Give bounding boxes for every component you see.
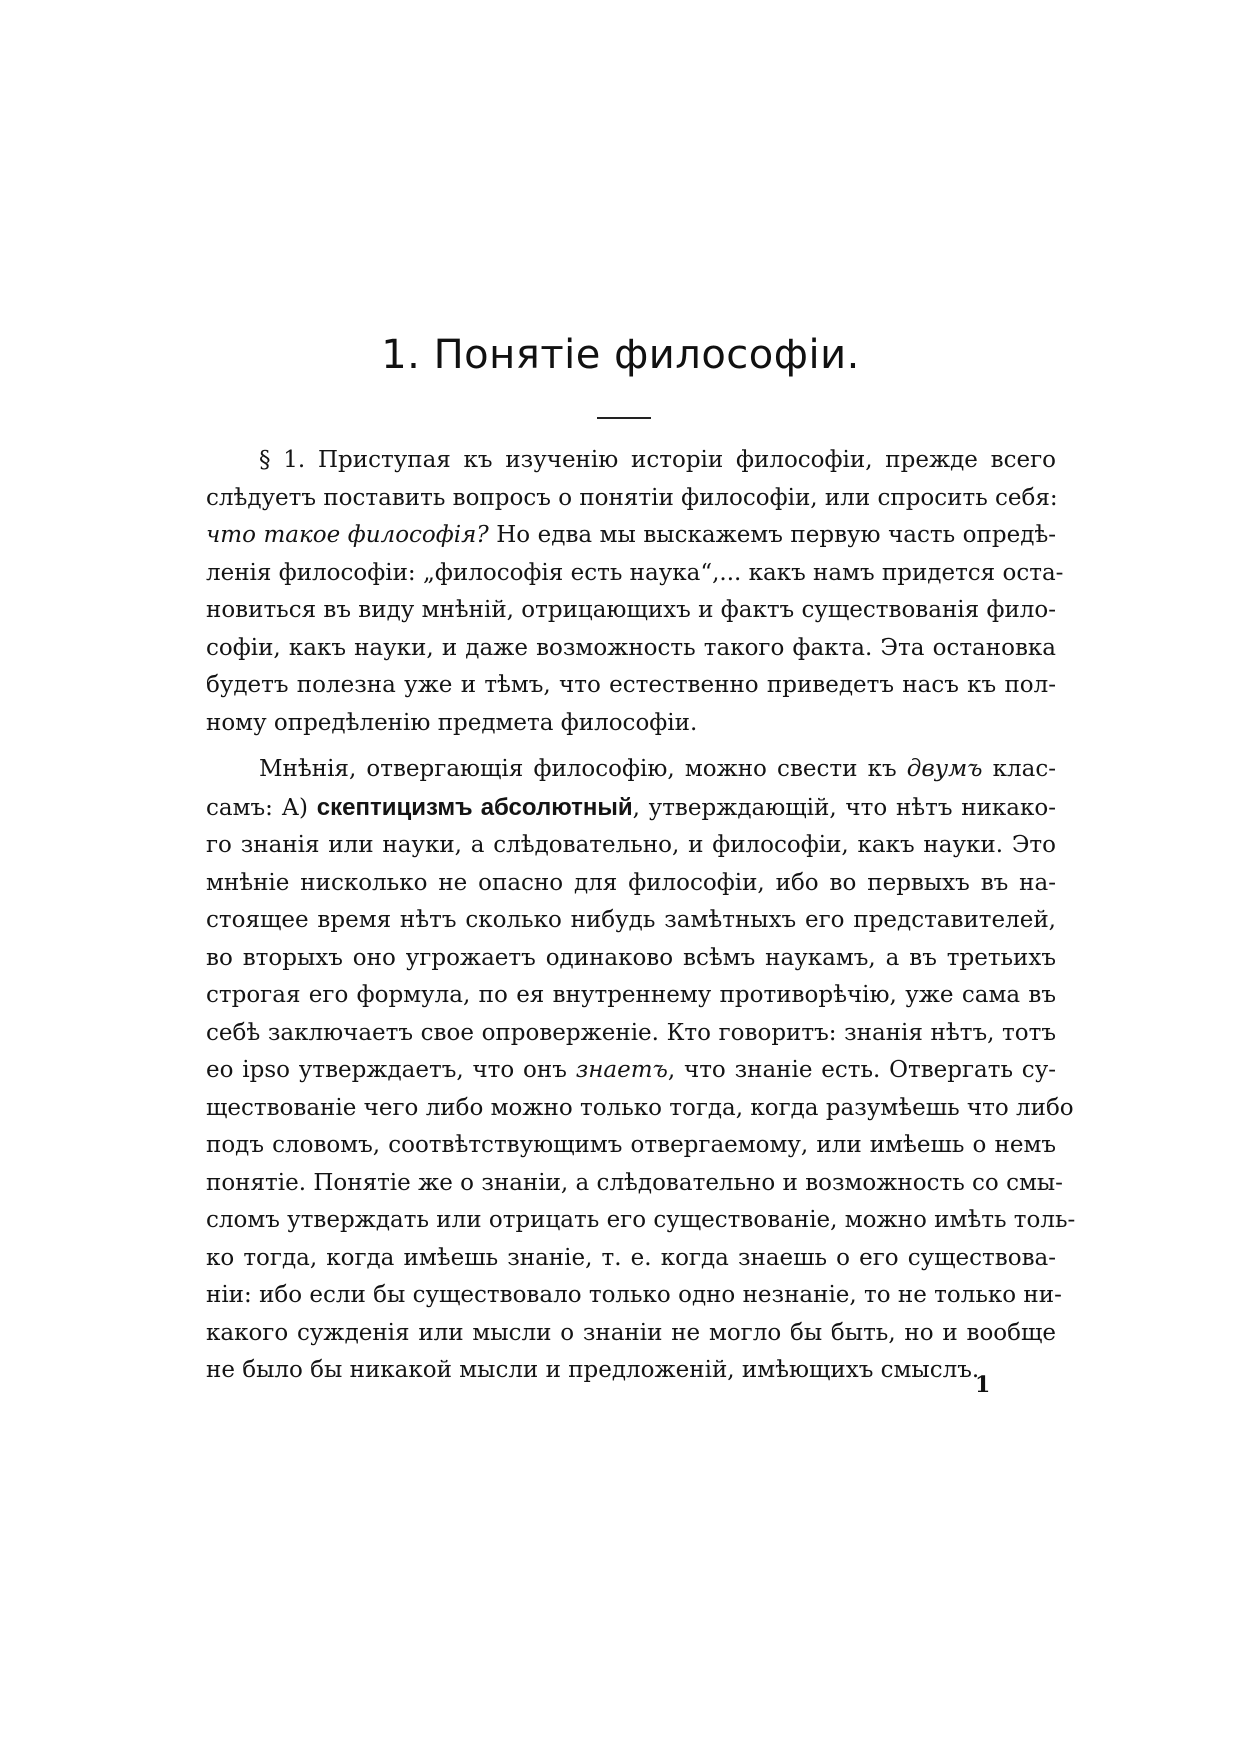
text-fragment: , что знанiе есть. Отвергать су-: [667, 1057, 1056, 1083]
title-divider: [597, 417, 651, 419]
text-line: какого сужденiя или мысли о знанiи не могло бы быть, но и вообще: [206, 1319, 1056, 1346]
text-fragment: Мнѣнiя, отвергающiя философiю, можно свести къ: [259, 756, 907, 782]
text-line: софiи, какъ науки, и даже возможность такого факта. Эта остановка: [206, 634, 1056, 661]
text-line: во вторыхъ оно угрожаетъ одинаково всѣмъ наукамъ, а въ третьихъ: [206, 944, 1056, 971]
italic-phrase: что такое философiя?: [206, 522, 489, 548]
italic-word: двумъ: [906, 756, 983, 782]
text-line: подъ словомъ, соотвѣтствующимъ отвергаемому, или имѣешь о немъ: [206, 1132, 1056, 1158]
text-line: будетъ полезна уже и тѣмъ, что естественно приведетъ насъ къ пол-: [206, 672, 1056, 698]
text-fragment: самъ: А): [206, 794, 317, 821]
text-line: [206, 751, 1056, 789]
text-fragment: , утверждающiй, что нѣтъ никако-: [632, 794, 1056, 821]
text-line: не было бы никакой мысли и предложенiй, имѣющихъ смыслъ.: [206, 1357, 980, 1383]
text-line: ществованiе чего либо можно только тогда, когда разумѣешь что либо: [206, 1094, 1074, 1121]
text-fragment: клас-: [982, 756, 1056, 782]
text-line: стоящее время нѣтъ сколько нибудь замѣтныхъ его представителей,: [206, 907, 1056, 933]
text-line: новиться въ виду мнѣнiй, отрицающихъ и фактъ существованiя фило-: [206, 597, 1057, 623]
italic-word: знаетъ: [575, 1057, 668, 1083]
text-line: ленiя философiи: „философiя есть наука“,... какъ намъ придется оста-: [206, 559, 1064, 586]
page-body: [206, 442, 1076, 1390]
text-line: го знанiя или науки, а слѣдовательно, и философiи, какъ науки. Это: [206, 832, 1056, 858]
text-line: ко тогда, когда имѣешь знанiе, т. е. когда знаешь о его существова-: [206, 1244, 1056, 1271]
chapter-title: 1. Понятiе философiи.: [381, 332, 860, 378]
paragraph-1: [206, 442, 1064, 742]
text-line: слѣдуетъ поставить вопросъ о понятiи философiи, или спросить себя:: [206, 484, 1058, 511]
bold-term: скептицизмъ абсолютный: [316, 793, 633, 821]
text-line: сломъ утверждать или отрицать его существованiе, можно имѣть толь-: [206, 1207, 1076, 1233]
text-line: § 1. Приступая къ изученiю исторiи философiи, прежде всего: [259, 447, 1056, 473]
text-line: понятiе. Понятiе же о знанiи, а слѣдовательно и возможность со смы-: [206, 1169, 1063, 1196]
text-line: [206, 789, 1056, 828]
text-fragment: eo ipso утверждаетъ, что онъ: [206, 1057, 576, 1083]
text-line: [206, 1052, 1056, 1090]
page-number: 1: [975, 1372, 991, 1398]
text-line: себѣ заключаетъ свое опроверженiе. Кто говоритъ: знанiя нѣтъ, тотъ: [206, 1019, 1056, 1046]
text-line: [206, 517, 1056, 555]
text-line: нiи: ибо если бы существовало только одно незнанiе, то не только ни-: [206, 1282, 1062, 1308]
text-line: строгая его формула, по ея внутреннему противорѣчiю, уже сама въ: [206, 982, 1056, 1008]
paragraph-gap: [206, 742, 1056, 751]
text-line: ному опредѣленiю предмета философiи.: [206, 709, 698, 736]
text-line: мнѣнiе нисколько не опасно для философiи, ибо во первыхъ въ на-: [206, 869, 1056, 896]
text-fragment: Но едва мы выскажемъ первую часть опредѣ-: [488, 522, 1056, 548]
paragraph-2: [206, 751, 1076, 1390]
